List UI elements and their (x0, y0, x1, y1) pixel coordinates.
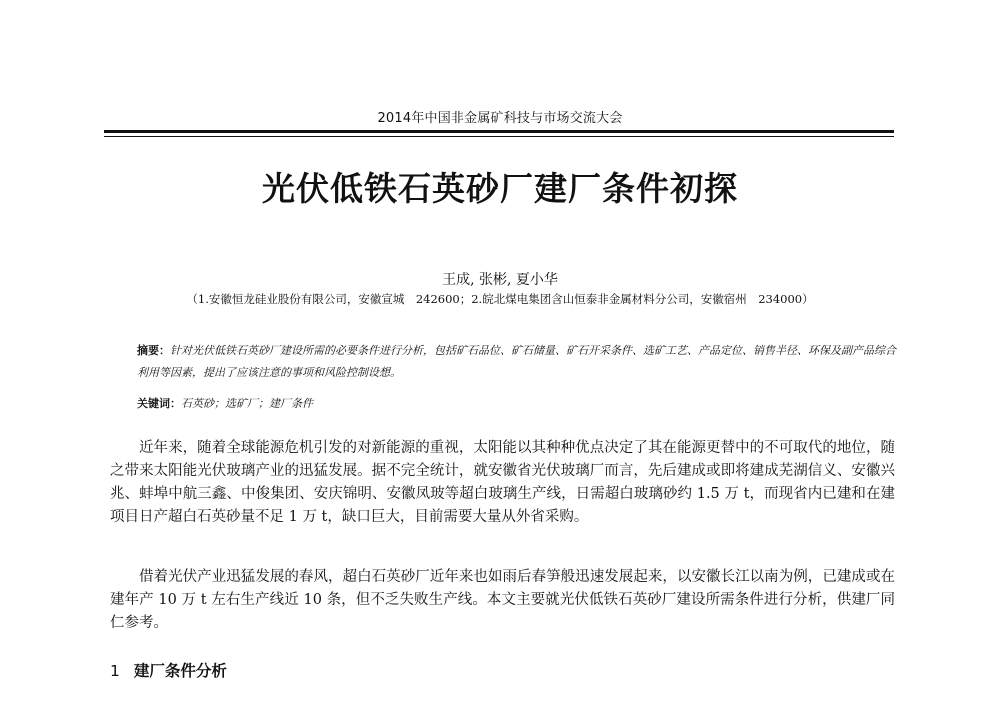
section-number: 1 (110, 662, 120, 680)
author-list: 王成, 张彬, 夏小华 (442, 272, 558, 288)
abstract (137, 340, 897, 384)
body-paragraph: 借着光伏产业迅猛发展的春风，超白石英砂厂近年来也如雨后春笋般迅速发展起来，以安徽长江以南为例，已建成或在建年产 10 万 t 左右生产线近 10 条，但不乏失败生产线。本文主要就光伏低铁石英砂厂建设所需条件进行分析，供建厂同仁参考。 (110, 569, 895, 631)
keywords-text: 石英砂；选矿厂；建厂条件 (181, 397, 313, 410)
affiliation: （1.安徽恒龙硅业股份有限公司，安徽宣城 242600；2.皖北煤电集团含山恒泰非金属材料分公司，安徽宿州 234000） (186, 292, 814, 306)
keywords (137, 395, 897, 411)
header-rule-thin (104, 136, 894, 137)
body-paragraph: 近年来，随着全球能源危机引发的对新能源的重视，太阳能以其种种优点决定了其在能源更替中的不可取代的地位，随之带来太阳能光伏玻璃产业的迅猛发展。据不完全统计，就安徽省光伏玻璃厂而言，先后建成或即将建成芜湖信义、安徽兴兆、蚌埠中航三鑫、中俊集团、安庆锦明、安徽凤玻等超白玻璃生产线，日需超白玻璃砂约 1.5 万 t，而现省内已建和在建项目日产超白石英砂量不足 1 万 t，缺口巨大，目前需要大量从外省采购。 (110, 440, 895, 525)
section-heading (110, 659, 227, 681)
header-rule-thick (104, 130, 894, 133)
paper-title: 光伏低铁石英砂厂建厂条件初探 (262, 169, 738, 208)
keywords-label: 关键词： (137, 397, 181, 410)
conference-header: 2014年中国非金属矿科技与市场交流大会 (377, 111, 623, 126)
abstract-label: 摘要： (137, 344, 170, 357)
abstract-text: 针对光伏低铁石英砂厂建设所需的必要条件进行分析，包括矿石品位、矿石储量、矿石开采条件、选矿工艺、产品定位、销售半径、环保及副产品综合利用等因素，提出了应该注意的事项和风险控制设想。 (137, 344, 896, 379)
section-title: 建厂条件分析 (133, 662, 227, 680)
